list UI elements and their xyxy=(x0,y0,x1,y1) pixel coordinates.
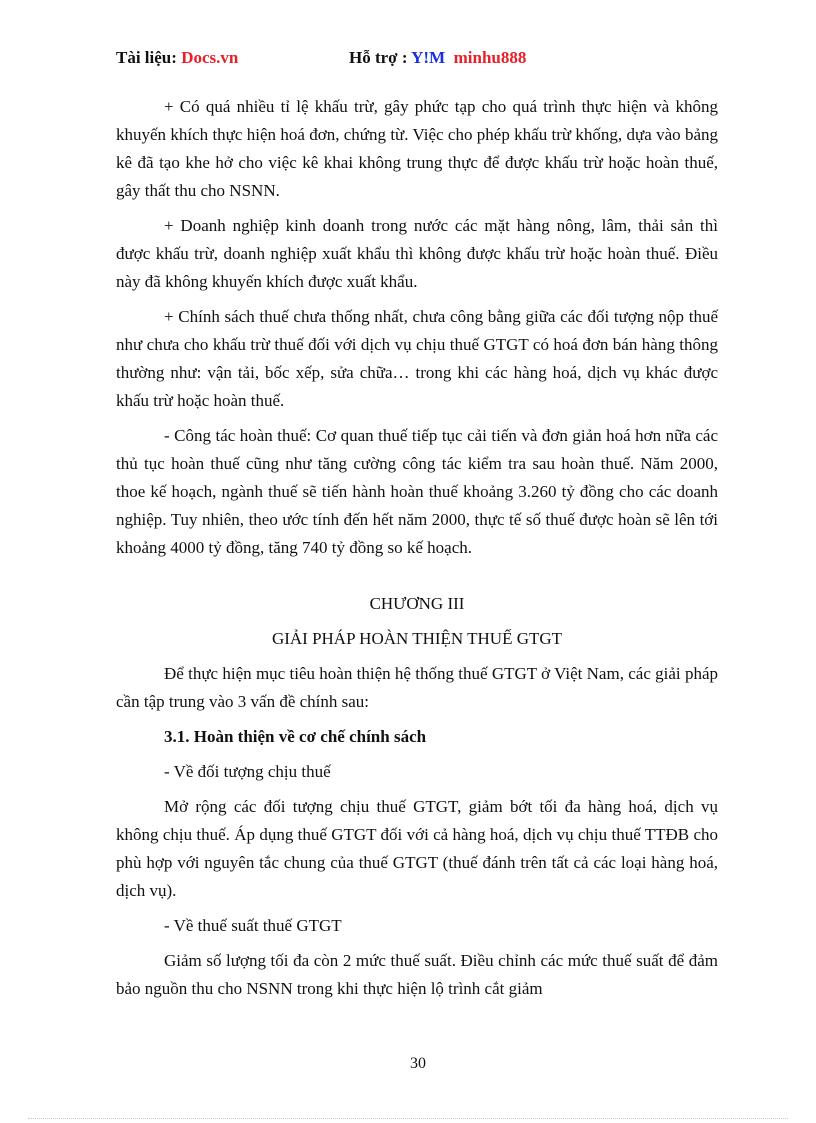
page-header xyxy=(116,48,716,72)
support-separator: : xyxy=(397,48,412,67)
doc-label: Tài liệu xyxy=(116,48,172,67)
subsection-text-2: Giảm số lượng tối đa còn 2 mức thuế suất. Điều chỉnh các mức thuế suất để đảm bảo nguồn thu cho NSNN trong khi thực hiện lộ trình cắt giảm xyxy=(116,951,718,998)
doc-site-link[interactable]: Docs.vn xyxy=(181,48,239,67)
support-info xyxy=(349,48,526,68)
paragraph-1: + Có quá nhiều tỉ lệ khấu trừ, gây phức tạp cho quá trình thực hiện và không khuyến khích thực hiện hoá đơn, chứng từ. Việc cho phép khấu trừ khống, dựa vào bảng kê đã tạo khe hở cho việc kê khai không trung thực để được khấu trừ hoặc hoàn thuế, gây thất thu cho NSNN. xyxy=(116,97,718,200)
support-ym: Y!M xyxy=(411,48,446,67)
chapter-title: GIẢI PHÁP HOÀN THIỆN THUẾ GTGT xyxy=(271,629,563,648)
subsection-text-1: Mở rộng các đối tượng chịu thuế GTGT, giảm bớt tối đa hàng hoá, dịch vụ không chịu thuế. Áp dụng thuế GTGT đối với cả hàng hoá, dịch vụ chịu thuế TTĐB cho phù hợp với nguyên tắc chung của thuế GTGT (thuế đánh trên tất cả các loại hàng hoá, dịch vụ). xyxy=(116,797,718,900)
intro-paragraph: Để thực hiện mục tiêu hoàn thiện hệ thống thuế GTGT ở Việt Nam, các giải pháp cần tập trung vào 3 vấn đề chính sau: xyxy=(116,664,718,711)
section-heading: 3.1. Hoàn thiện về cơ chế chính sách xyxy=(164,727,427,746)
support-label: Hỗ trợ xyxy=(349,48,398,67)
document-body xyxy=(116,93,718,1010)
subsection-heading-1: - Về đối tượng chịu thuế xyxy=(164,762,331,781)
doc-separator: : xyxy=(171,48,182,67)
chapter-number: CHƯƠNG III xyxy=(369,594,465,613)
doc-source xyxy=(116,48,238,68)
paragraph-2: + Doanh nghiệp kinh doanh trong nước các mặt hàng nông, lâm, thải sản thì được khấu trừ, doanh nghiệp xuất khẩu thì không được khấu trừ hoặc hoàn thuế. Điều này đã không khuyến khích được xuất khẩu. xyxy=(116,216,718,291)
subsection-heading-2: - Về thuế suất thuế GTGT xyxy=(164,916,342,935)
support-gap xyxy=(445,48,454,67)
paragraph-3: + Chính sách thuế chưa thống nhất, chưa công bằng giữa các đối tượng nộp thuế như chưa cho khấu trừ thuế đối với dịch vụ chịu thuế GTGT có hoá đơn bán hàng thông thường như: vận tải, bốc xếp, sửa chữa… trong khi các hàng hoá, dịch vụ khác được khấu trừ hoặc hoàn thuế. xyxy=(116,307,718,410)
support-user: minhu888 xyxy=(453,48,527,67)
page-bottom-border xyxy=(28,1118,788,1119)
paragraph-4: - Công tác hoàn thuế: Cơ quan thuế tiếp tục cải tiến và đơn giản hoá hơn nữa các thủ tục hoàn thuế cũng như tăng cường công tác kiểm tra sau hoàn thuế. Năm 2000, thoe kế hoạch, ngành thuế sẽ tiến hành hoàn thuế khoảng 3.260 tỷ đồng cho các doanh nghiệp. Tuy nhiên, theo ước tính đến hết năm 2000, thực tế số thuế được hoàn sẽ lên tới khoảng 4000 tỷ đồng, tăng 740 tỷ đồng so kế hoạch. xyxy=(116,426,718,557)
page-number: 30 xyxy=(410,1055,426,1072)
chapter-spacer xyxy=(116,569,718,590)
